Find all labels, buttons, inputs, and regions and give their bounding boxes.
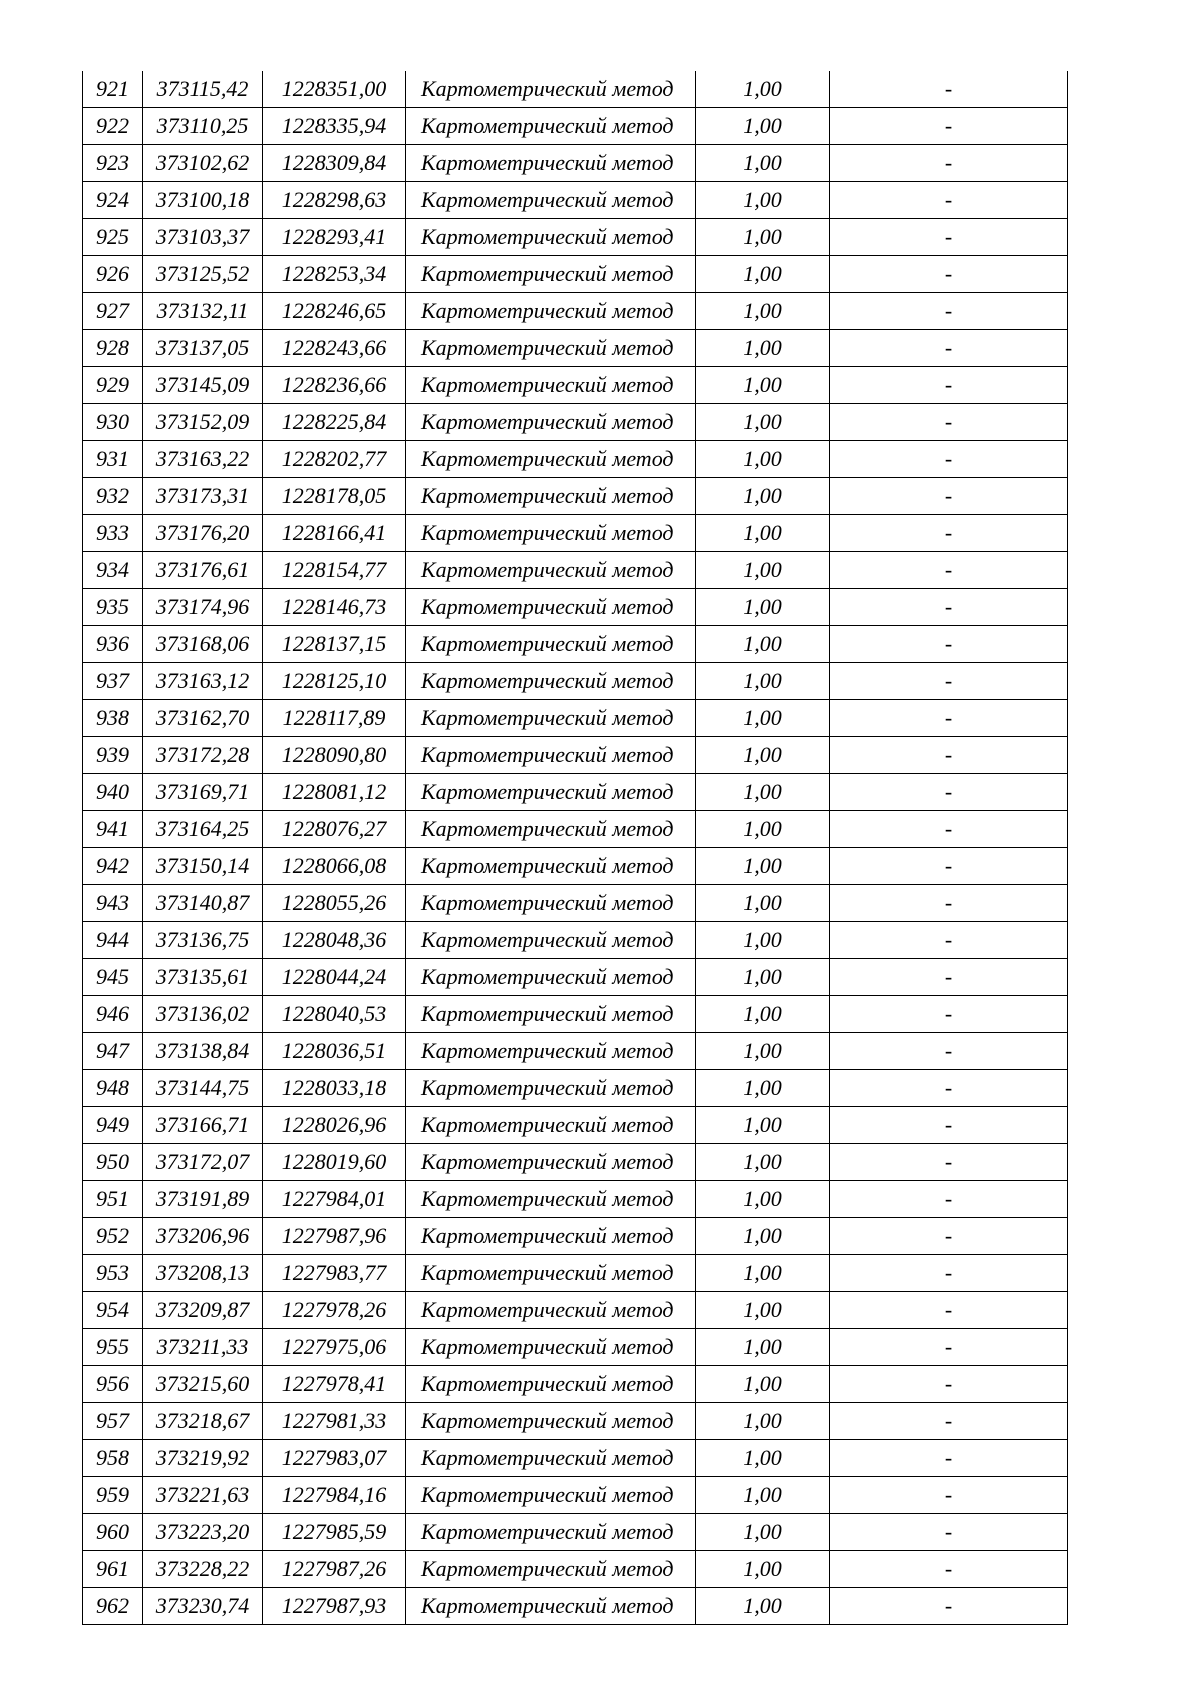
method-cell: Картометрический метод xyxy=(406,293,696,330)
point-number-cell: 923 xyxy=(83,145,143,182)
note-cell: - xyxy=(830,71,1068,108)
accuracy-cell: 1,00 xyxy=(696,774,830,811)
table-row xyxy=(83,922,1068,959)
table-row xyxy=(83,1144,1068,1181)
x-coordinate-cell: 373169,71 xyxy=(143,774,263,811)
x-coordinate-cell: 373208,13 xyxy=(143,1255,263,1292)
y-coordinate-cell: 1227987,26 xyxy=(263,1551,406,1588)
table-row xyxy=(83,1255,1068,1292)
point-number-cell: 935 xyxy=(83,589,143,626)
point-number-cell: 942 xyxy=(83,848,143,885)
x-coordinate-cell: 373174,96 xyxy=(143,589,263,626)
y-coordinate-cell: 1228253,34 xyxy=(263,256,406,293)
table-row xyxy=(83,700,1068,737)
x-coordinate-cell: 373176,61 xyxy=(143,552,263,589)
accuracy-cell: 1,00 xyxy=(696,552,830,589)
table-row xyxy=(83,1440,1068,1477)
method-cell: Картометрический метод xyxy=(406,1292,696,1329)
x-coordinate-cell: 373228,22 xyxy=(143,1551,263,1588)
table-row xyxy=(83,1329,1068,1366)
table-row xyxy=(83,1366,1068,1403)
accuracy-cell: 1,00 xyxy=(696,1292,830,1329)
accuracy-cell: 1,00 xyxy=(696,848,830,885)
y-coordinate-cell: 1227978,41 xyxy=(263,1366,406,1403)
method-cell: Картометрический метод xyxy=(406,404,696,441)
y-coordinate-cell: 1228048,36 xyxy=(263,922,406,959)
note-cell: - xyxy=(830,1477,1068,1514)
table-row xyxy=(83,996,1068,1033)
accuracy-cell: 1,00 xyxy=(696,108,830,145)
point-number-cell: 959 xyxy=(83,1477,143,1514)
x-coordinate-cell: 373150,14 xyxy=(143,848,263,885)
x-coordinate-cell: 373163,12 xyxy=(143,663,263,700)
method-cell: Картометрический метод xyxy=(406,1107,696,1144)
x-coordinate-cell: 373173,31 xyxy=(143,478,263,515)
coordinates-table xyxy=(82,71,1068,1625)
table-row xyxy=(83,108,1068,145)
table-row xyxy=(83,1292,1068,1329)
table-row xyxy=(83,1107,1068,1144)
method-cell: Картометрический метод xyxy=(406,663,696,700)
method-cell: Картометрический метод xyxy=(406,256,696,293)
y-coordinate-cell: 1227984,01 xyxy=(263,1181,406,1218)
method-cell: Картометрический метод xyxy=(406,1070,696,1107)
accuracy-cell: 1,00 xyxy=(696,589,830,626)
accuracy-cell: 1,00 xyxy=(696,441,830,478)
x-coordinate-cell: 373110,25 xyxy=(143,108,263,145)
method-cell: Картометрический метод xyxy=(406,1477,696,1514)
note-cell: - xyxy=(830,1181,1068,1218)
note-cell: - xyxy=(830,626,1068,663)
table-row xyxy=(83,478,1068,515)
method-cell: Картометрический метод xyxy=(406,626,696,663)
x-coordinate-cell: 373163,22 xyxy=(143,441,263,478)
x-coordinate-cell: 373102,62 xyxy=(143,145,263,182)
table-row xyxy=(83,1033,1068,1070)
x-coordinate-cell: 373125,52 xyxy=(143,256,263,293)
accuracy-cell: 1,00 xyxy=(696,404,830,441)
point-number-cell: 960 xyxy=(83,1514,143,1551)
accuracy-cell: 1,00 xyxy=(696,922,830,959)
y-coordinate-cell: 1228081,12 xyxy=(263,774,406,811)
note-cell: - xyxy=(830,108,1068,145)
method-cell: Картометрический метод xyxy=(406,478,696,515)
table-row xyxy=(83,219,1068,256)
y-coordinate-cell: 1228225,84 xyxy=(263,404,406,441)
y-coordinate-cell: 1228309,84 xyxy=(263,145,406,182)
y-coordinate-cell: 1228137,15 xyxy=(263,626,406,663)
point-number-cell: 925 xyxy=(83,219,143,256)
point-number-cell: 941 xyxy=(83,811,143,848)
y-coordinate-cell: 1227983,07 xyxy=(263,1440,406,1477)
y-coordinate-cell: 1228033,18 xyxy=(263,1070,406,1107)
y-coordinate-cell: 1228026,96 xyxy=(263,1107,406,1144)
accuracy-cell: 1,00 xyxy=(696,663,830,700)
table-row xyxy=(83,1218,1068,1255)
point-number-cell: 946 xyxy=(83,996,143,1033)
method-cell: Картометрический метод xyxy=(406,1551,696,1588)
note-cell: - xyxy=(830,367,1068,404)
table-row xyxy=(83,737,1068,774)
method-cell: Картометрический метод xyxy=(406,1181,696,1218)
accuracy-cell: 1,00 xyxy=(696,367,830,404)
accuracy-cell: 1,00 xyxy=(696,1588,830,1625)
point-number-cell: 951 xyxy=(83,1181,143,1218)
table-row xyxy=(83,1070,1068,1107)
accuracy-cell: 1,00 xyxy=(696,1218,830,1255)
accuracy-cell: 1,00 xyxy=(696,1551,830,1588)
y-coordinate-cell: 1228335,94 xyxy=(263,108,406,145)
accuracy-cell: 1,00 xyxy=(696,145,830,182)
point-number-cell: 962 xyxy=(83,1588,143,1625)
note-cell: - xyxy=(830,1107,1068,1144)
x-coordinate-cell: 373164,25 xyxy=(143,811,263,848)
y-coordinate-cell: 1228243,66 xyxy=(263,330,406,367)
coordinates-table-body xyxy=(83,71,1068,1625)
point-number-cell: 931 xyxy=(83,441,143,478)
x-coordinate-cell: 373136,75 xyxy=(143,922,263,959)
method-cell: Картометрический метод xyxy=(406,1514,696,1551)
y-coordinate-cell: 1228293,41 xyxy=(263,219,406,256)
method-cell: Картометрический метод xyxy=(406,71,696,108)
x-coordinate-cell: 373138,84 xyxy=(143,1033,263,1070)
note-cell: - xyxy=(830,589,1068,626)
accuracy-cell: 1,00 xyxy=(696,330,830,367)
y-coordinate-cell: 1228146,73 xyxy=(263,589,406,626)
x-coordinate-cell: 373215,60 xyxy=(143,1366,263,1403)
x-coordinate-cell: 373166,71 xyxy=(143,1107,263,1144)
table-row xyxy=(83,589,1068,626)
point-number-cell: 934 xyxy=(83,552,143,589)
x-coordinate-cell: 373162,70 xyxy=(143,700,263,737)
accuracy-cell: 1,00 xyxy=(696,293,830,330)
method-cell: Картометрический метод xyxy=(406,1588,696,1625)
accuracy-cell: 1,00 xyxy=(696,1403,830,1440)
table-row xyxy=(83,515,1068,552)
method-cell: Картометрический метод xyxy=(406,108,696,145)
note-cell: - xyxy=(830,959,1068,996)
point-number-cell: 924 xyxy=(83,182,143,219)
table-row xyxy=(83,1551,1068,1588)
x-coordinate-cell: 373144,75 xyxy=(143,1070,263,1107)
point-number-cell: 949 xyxy=(83,1107,143,1144)
accuracy-cell: 1,00 xyxy=(696,700,830,737)
y-coordinate-cell: 1228351,00 xyxy=(263,71,406,108)
note-cell: - xyxy=(830,1403,1068,1440)
x-coordinate-cell: 373137,05 xyxy=(143,330,263,367)
note-cell: - xyxy=(830,293,1068,330)
accuracy-cell: 1,00 xyxy=(696,885,830,922)
point-number-cell: 945 xyxy=(83,959,143,996)
y-coordinate-cell: 1227981,33 xyxy=(263,1403,406,1440)
x-coordinate-cell: 373168,06 xyxy=(143,626,263,663)
point-number-cell: 958 xyxy=(83,1440,143,1477)
note-cell: - xyxy=(830,1366,1068,1403)
y-coordinate-cell: 1228117,89 xyxy=(263,700,406,737)
method-cell: Картометрический метод xyxy=(406,1255,696,1292)
method-cell: Картометрический метод xyxy=(406,737,696,774)
point-number-cell: 944 xyxy=(83,922,143,959)
method-cell: Картометрический метод xyxy=(406,1403,696,1440)
x-coordinate-cell: 373211,33 xyxy=(143,1329,263,1366)
y-coordinate-cell: 1228055,26 xyxy=(263,885,406,922)
note-cell: - xyxy=(830,848,1068,885)
note-cell: - xyxy=(830,700,1068,737)
table-row xyxy=(83,145,1068,182)
note-cell: - xyxy=(830,811,1068,848)
y-coordinate-cell: 1227978,26 xyxy=(263,1292,406,1329)
point-number-cell: 927 xyxy=(83,293,143,330)
method-cell: Картометрический метод xyxy=(406,589,696,626)
accuracy-cell: 1,00 xyxy=(696,1477,830,1514)
note-cell: - xyxy=(830,478,1068,515)
note-cell: - xyxy=(830,1588,1068,1625)
y-coordinate-cell: 1228066,08 xyxy=(263,848,406,885)
x-coordinate-cell: 373223,20 xyxy=(143,1514,263,1551)
x-coordinate-cell: 373230,74 xyxy=(143,1588,263,1625)
method-cell: Картометрический метод xyxy=(406,848,696,885)
accuracy-cell: 1,00 xyxy=(696,1144,830,1181)
point-number-cell: 922 xyxy=(83,108,143,145)
point-number-cell: 961 xyxy=(83,1551,143,1588)
method-cell: Картометрический метод xyxy=(406,367,696,404)
note-cell: - xyxy=(830,182,1068,219)
method-cell: Картометрический метод xyxy=(406,552,696,589)
note-cell: - xyxy=(830,1551,1068,1588)
accuracy-cell: 1,00 xyxy=(696,71,830,108)
point-number-cell: 947 xyxy=(83,1033,143,1070)
method-cell: Картометрический метод xyxy=(406,515,696,552)
x-coordinate-cell: 373136,02 xyxy=(143,996,263,1033)
accuracy-cell: 1,00 xyxy=(696,1329,830,1366)
y-coordinate-cell: 1228166,41 xyxy=(263,515,406,552)
note-cell: - xyxy=(830,774,1068,811)
note-cell: - xyxy=(830,515,1068,552)
note-cell: - xyxy=(830,404,1068,441)
method-cell: Картометрический метод xyxy=(406,1033,696,1070)
x-coordinate-cell: 373140,87 xyxy=(143,885,263,922)
x-coordinate-cell: 373115,42 xyxy=(143,71,263,108)
note-cell: - xyxy=(830,1255,1068,1292)
table-row xyxy=(83,959,1068,996)
y-coordinate-cell: 1228090,80 xyxy=(263,737,406,774)
y-coordinate-cell: 1228178,05 xyxy=(263,478,406,515)
y-coordinate-cell: 1227984,16 xyxy=(263,1477,406,1514)
method-cell: Картометрический метод xyxy=(406,330,696,367)
accuracy-cell: 1,00 xyxy=(696,626,830,663)
note-cell: - xyxy=(830,256,1068,293)
x-coordinate-cell: 373172,28 xyxy=(143,737,263,774)
note-cell: - xyxy=(830,219,1068,256)
note-cell: - xyxy=(830,922,1068,959)
table-row xyxy=(83,71,1068,108)
x-coordinate-cell: 373209,87 xyxy=(143,1292,263,1329)
note-cell: - xyxy=(830,1033,1068,1070)
table-row xyxy=(83,848,1068,885)
y-coordinate-cell: 1228298,63 xyxy=(263,182,406,219)
x-coordinate-cell: 373218,67 xyxy=(143,1403,263,1440)
table-row xyxy=(83,1403,1068,1440)
y-coordinate-cell: 1228019,60 xyxy=(263,1144,406,1181)
table-row xyxy=(83,1588,1068,1625)
y-coordinate-cell: 1227987,96 xyxy=(263,1218,406,1255)
point-number-cell: 953 xyxy=(83,1255,143,1292)
note-cell: - xyxy=(830,996,1068,1033)
table-row xyxy=(83,293,1068,330)
x-coordinate-cell: 373152,09 xyxy=(143,404,263,441)
method-cell: Картометрический метод xyxy=(406,1329,696,1366)
point-number-cell: 955 xyxy=(83,1329,143,1366)
x-coordinate-cell: 373219,92 xyxy=(143,1440,263,1477)
x-coordinate-cell: 373103,37 xyxy=(143,219,263,256)
note-cell: - xyxy=(830,552,1068,589)
accuracy-cell: 1,00 xyxy=(696,1070,830,1107)
note-cell: - xyxy=(830,737,1068,774)
point-number-cell: 936 xyxy=(83,626,143,663)
note-cell: - xyxy=(830,441,1068,478)
y-coordinate-cell: 1228040,53 xyxy=(263,996,406,1033)
accuracy-cell: 1,00 xyxy=(696,515,830,552)
point-number-cell: 939 xyxy=(83,737,143,774)
method-cell: Картометрический метод xyxy=(406,700,696,737)
accuracy-cell: 1,00 xyxy=(696,1440,830,1477)
x-coordinate-cell: 373132,11 xyxy=(143,293,263,330)
accuracy-cell: 1,00 xyxy=(696,959,830,996)
method-cell: Картометрический метод xyxy=(406,1366,696,1403)
table-row xyxy=(83,811,1068,848)
accuracy-cell: 1,00 xyxy=(696,1107,830,1144)
note-cell: - xyxy=(830,663,1068,700)
y-coordinate-cell: 1228044,24 xyxy=(263,959,406,996)
point-number-cell: 929 xyxy=(83,367,143,404)
y-coordinate-cell: 1228202,77 xyxy=(263,441,406,478)
accuracy-cell: 1,00 xyxy=(696,1033,830,1070)
method-cell: Картометрический метод xyxy=(406,922,696,959)
method-cell: Картометрический метод xyxy=(406,996,696,1033)
method-cell: Картометрический метод xyxy=(406,182,696,219)
y-coordinate-cell: 1228125,10 xyxy=(263,663,406,700)
table-row xyxy=(83,626,1068,663)
x-coordinate-cell: 373172,07 xyxy=(143,1144,263,1181)
method-cell: Картометрический метод xyxy=(406,811,696,848)
method-cell: Картометрический метод xyxy=(406,774,696,811)
x-coordinate-cell: 373145,09 xyxy=(143,367,263,404)
accuracy-cell: 1,00 xyxy=(696,1255,830,1292)
method-cell: Картометрический метод xyxy=(406,959,696,996)
note-cell: - xyxy=(830,1329,1068,1366)
point-number-cell: 943 xyxy=(83,885,143,922)
table-row xyxy=(83,367,1068,404)
method-cell: Картометрический метод xyxy=(406,1218,696,1255)
point-number-cell: 938 xyxy=(83,700,143,737)
method-cell: Картометрический метод xyxy=(406,145,696,182)
table-row xyxy=(83,182,1068,219)
point-number-cell: 933 xyxy=(83,515,143,552)
point-number-cell: 926 xyxy=(83,256,143,293)
accuracy-cell: 1,00 xyxy=(696,182,830,219)
table-row xyxy=(83,774,1068,811)
x-coordinate-cell: 373191,89 xyxy=(143,1181,263,1218)
note-cell: - xyxy=(830,1514,1068,1551)
table-row xyxy=(83,885,1068,922)
y-coordinate-cell: 1227983,77 xyxy=(263,1255,406,1292)
y-coordinate-cell: 1228076,27 xyxy=(263,811,406,848)
table-row xyxy=(83,1181,1068,1218)
method-cell: Картометрический метод xyxy=(406,1440,696,1477)
point-number-cell: 956 xyxy=(83,1366,143,1403)
point-number-cell: 954 xyxy=(83,1292,143,1329)
note-cell: - xyxy=(830,1070,1068,1107)
accuracy-cell: 1,00 xyxy=(696,1181,830,1218)
note-cell: - xyxy=(830,1144,1068,1181)
method-cell: Картометрический метод xyxy=(406,885,696,922)
accuracy-cell: 1,00 xyxy=(696,996,830,1033)
point-number-cell: 948 xyxy=(83,1070,143,1107)
y-coordinate-cell: 1227985,59 xyxy=(263,1514,406,1551)
table-row xyxy=(83,1477,1068,1514)
y-coordinate-cell: 1227975,06 xyxy=(263,1329,406,1366)
table-row xyxy=(83,663,1068,700)
point-number-cell: 921 xyxy=(83,71,143,108)
x-coordinate-cell: 373176,20 xyxy=(143,515,263,552)
point-number-cell: 950 xyxy=(83,1144,143,1181)
table-row xyxy=(83,330,1068,367)
x-coordinate-cell: 373135,61 xyxy=(143,959,263,996)
method-cell: Картометрический метод xyxy=(406,441,696,478)
accuracy-cell: 1,00 xyxy=(696,478,830,515)
note-cell: - xyxy=(830,1218,1068,1255)
accuracy-cell: 1,00 xyxy=(696,737,830,774)
point-number-cell: 930 xyxy=(83,404,143,441)
table-row xyxy=(83,256,1068,293)
y-coordinate-cell: 1228246,65 xyxy=(263,293,406,330)
table-row xyxy=(83,404,1068,441)
point-number-cell: 952 xyxy=(83,1218,143,1255)
accuracy-cell: 1,00 xyxy=(696,811,830,848)
note-cell: - xyxy=(830,330,1068,367)
y-coordinate-cell: 1228236,66 xyxy=(263,367,406,404)
point-number-cell: 932 xyxy=(83,478,143,515)
accuracy-cell: 1,00 xyxy=(696,219,830,256)
x-coordinate-cell: 373100,18 xyxy=(143,182,263,219)
y-coordinate-cell: 1228154,77 xyxy=(263,552,406,589)
y-coordinate-cell: 1227987,93 xyxy=(263,1588,406,1625)
accuracy-cell: 1,00 xyxy=(696,256,830,293)
x-coordinate-cell: 373221,63 xyxy=(143,1477,263,1514)
method-cell: Картометрический метод xyxy=(406,1144,696,1181)
point-number-cell: 928 xyxy=(83,330,143,367)
table-row xyxy=(83,1514,1068,1551)
point-number-cell: 957 xyxy=(83,1403,143,1440)
point-number-cell: 937 xyxy=(83,663,143,700)
note-cell: - xyxy=(830,885,1068,922)
x-coordinate-cell: 373206,96 xyxy=(143,1218,263,1255)
accuracy-cell: 1,00 xyxy=(696,1514,830,1551)
accuracy-cell: 1,00 xyxy=(696,1366,830,1403)
y-coordinate-cell: 1228036,51 xyxy=(263,1033,406,1070)
note-cell: - xyxy=(830,145,1068,182)
point-number-cell: 940 xyxy=(83,774,143,811)
note-cell: - xyxy=(830,1440,1068,1477)
table-row xyxy=(83,552,1068,589)
note-cell: - xyxy=(830,1292,1068,1329)
table-row xyxy=(83,441,1068,478)
method-cell: Картометрический метод xyxy=(406,219,696,256)
